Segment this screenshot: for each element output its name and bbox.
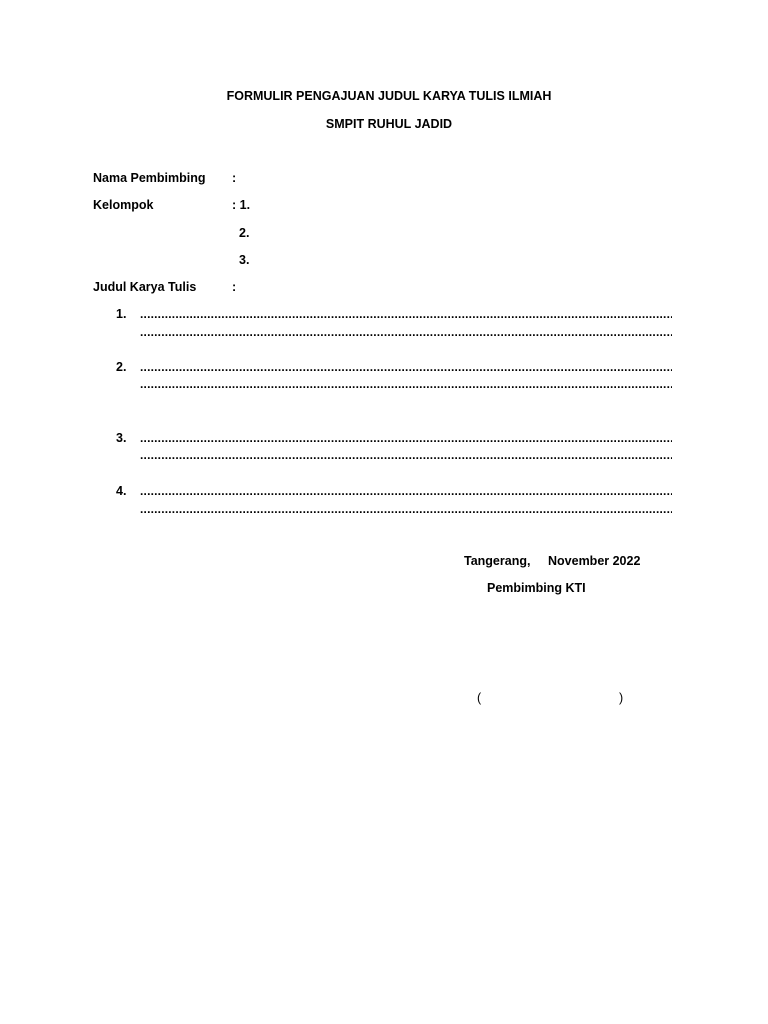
judul-karya-tulis-colon: : xyxy=(232,280,237,294)
title-entry-line xyxy=(140,448,672,462)
nama-pembimbing-label: Nama Pembimbing xyxy=(93,171,206,185)
title-entry-number: 2. xyxy=(116,360,127,374)
signature-role: Pembimbing KTI xyxy=(487,581,586,595)
title-entry-line xyxy=(140,307,672,321)
title-entry-line xyxy=(140,377,672,391)
title-entry-line xyxy=(140,325,672,339)
title-entry-line xyxy=(140,502,672,516)
title-entry-line xyxy=(140,484,672,498)
title-entry-line xyxy=(140,431,672,445)
kelompok-item-1: : 1. xyxy=(232,198,251,212)
kelompok-label: Kelompok xyxy=(93,198,154,212)
kelompok-item-2: 2. xyxy=(239,226,250,240)
signature-date: November 2022 xyxy=(548,554,641,568)
signature-place: Tangerang, xyxy=(464,554,531,568)
signature-open-paren: ( xyxy=(477,691,482,705)
school-name: SMPIT RUHUL JADID xyxy=(325,117,453,131)
title-entry-number: 4. xyxy=(116,484,127,498)
title-entry-line xyxy=(140,360,672,374)
title-entry-number: 3. xyxy=(116,431,127,445)
judul-karya-tulis-label: Judul Karya Tulis xyxy=(93,280,197,294)
signature-close-paren: ) xyxy=(619,691,624,705)
nama-pembimbing-colon: : xyxy=(232,171,237,185)
title-entry-number: 1. xyxy=(116,307,127,321)
kelompok-item-3: 3. xyxy=(239,253,250,267)
form-title: FORMULIR PENGAJUAN JUDUL KARYA TULIS ILMIAH xyxy=(226,89,552,103)
